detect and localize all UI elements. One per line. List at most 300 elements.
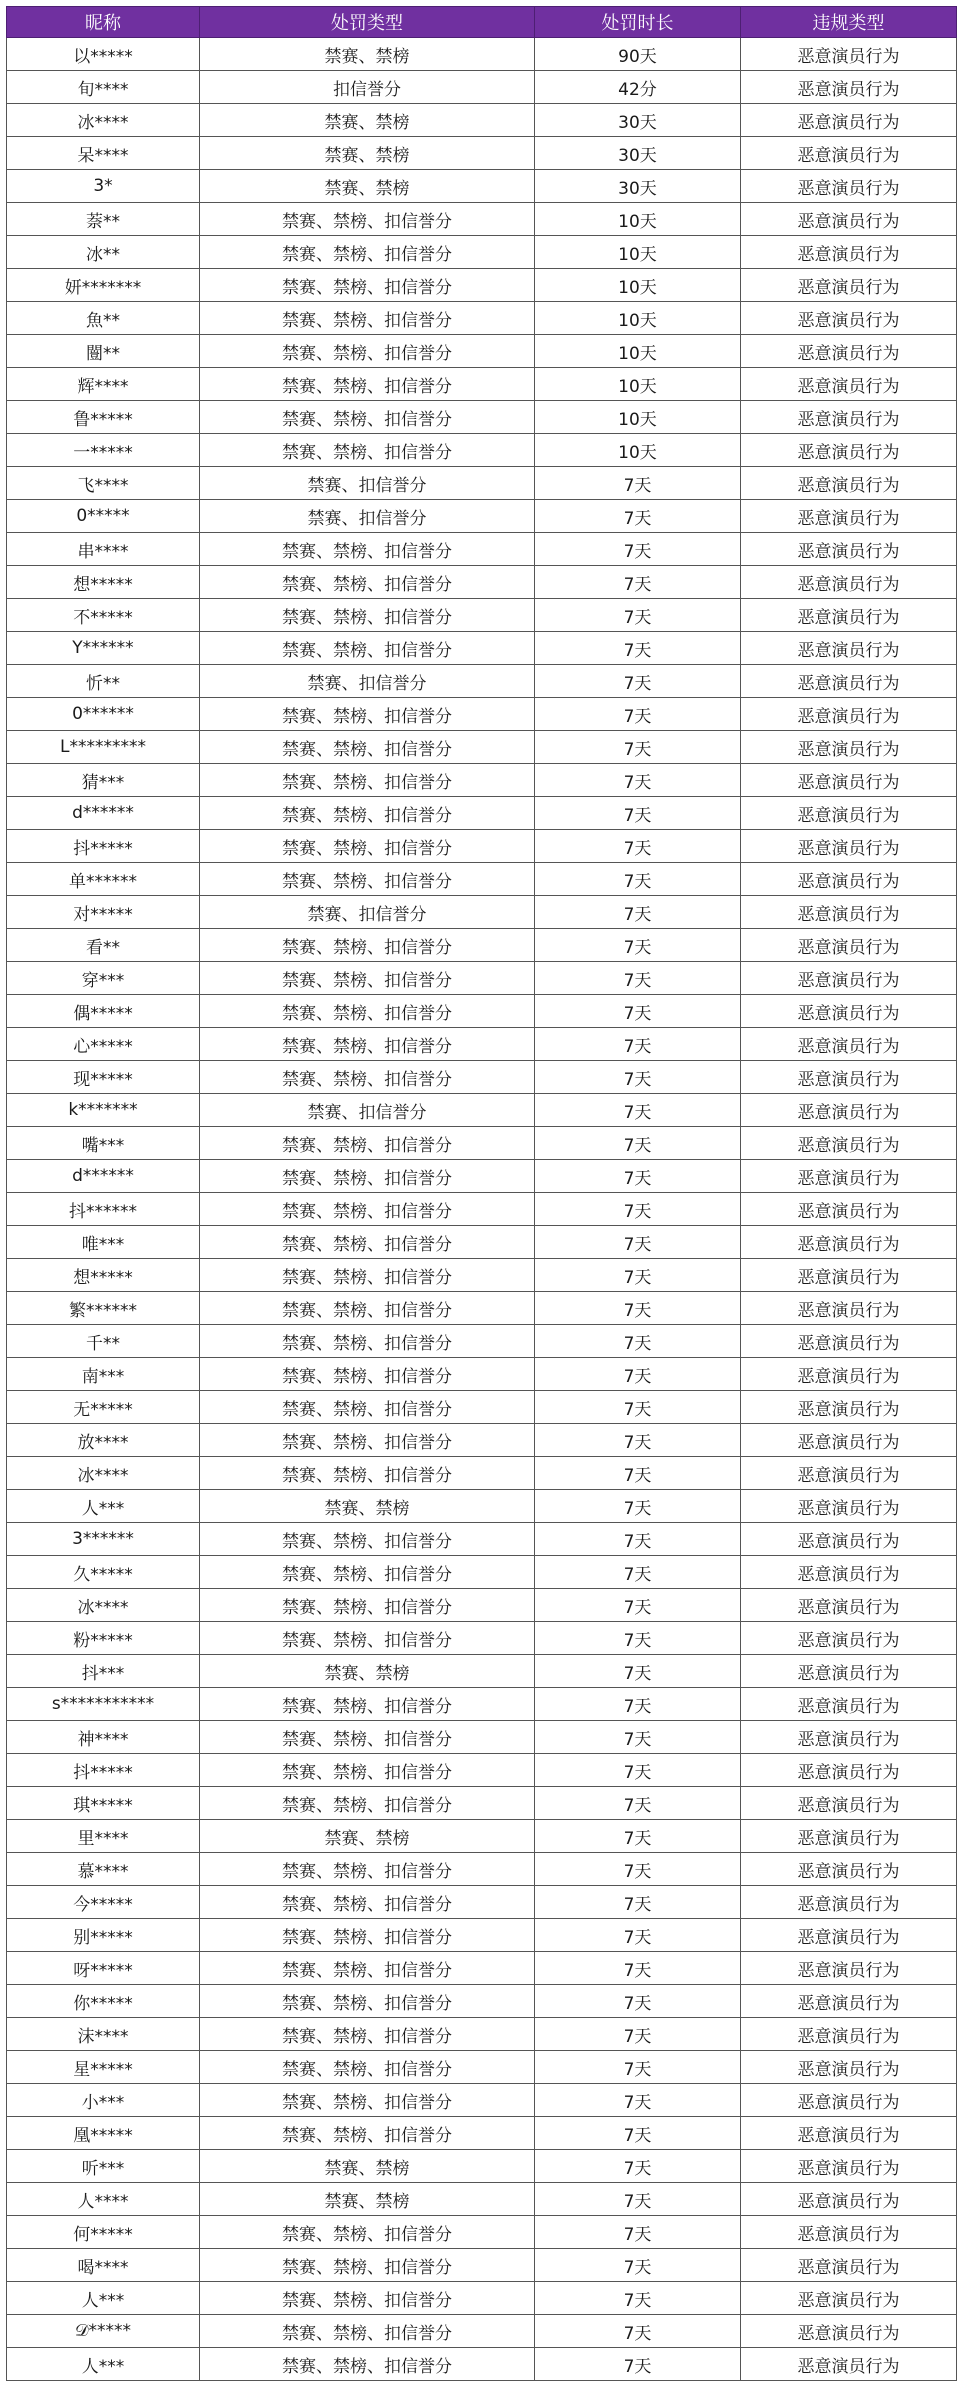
cell-penalty-type: 禁赛、扣信誉分 (200, 896, 535, 929)
cell-violation-type: 恶意演员行为 (741, 1952, 957, 1985)
cell-nickname: 你***** (7, 1985, 200, 2018)
cell-penalty-type: 禁赛、禁榜、扣信誉分 (200, 863, 535, 896)
cell-penalty-duration: 10天 (535, 203, 741, 236)
cell-violation-type: 恶意演员行为 (741, 467, 957, 500)
table-body (7, 38, 957, 2381)
cell-penalty-duration: 7天 (535, 731, 741, 764)
table-row (7, 1721, 957, 1754)
cell-penalty-type: 禁赛、禁榜、扣信誉分 (200, 1952, 535, 1985)
cell-violation-type: 恶意演员行为 (741, 236, 957, 269)
cell-nickname: 星***** (7, 2051, 200, 2084)
cell-penalty-duration: 10天 (535, 269, 741, 302)
cell-nickname: 冰**** (7, 104, 200, 137)
table-row (7, 1490, 957, 1523)
cell-penalty-type: 禁赛、扣信誉分 (200, 467, 535, 500)
cell-penalty-type: 禁赛、禁榜、扣信誉分 (200, 302, 535, 335)
cell-violation-type: 恶意演员行为 (741, 1160, 957, 1193)
cell-penalty-duration: 7天 (535, 2282, 741, 2315)
cell-violation-type: 恶意演员行为 (741, 2051, 957, 2084)
cell-violation-type: 恶意演员行为 (741, 335, 957, 368)
cell-nickname: 冰**** (7, 1589, 200, 1622)
cell-penalty-duration: 10天 (535, 368, 741, 401)
table-row (7, 2249, 957, 2282)
cell-penalty-type: 禁赛、禁榜、扣信誉分 (200, 335, 535, 368)
cell-nickname: L********* (7, 731, 200, 764)
cell-violation-type: 恶意演员行为 (741, 2183, 957, 2216)
table-row (7, 104, 957, 137)
cell-penalty-duration: 7天 (535, 1523, 741, 1556)
cell-penalty-duration: 7天 (535, 1622, 741, 1655)
cell-violation-type: 恶意演员行为 (741, 1721, 957, 1754)
cell-penalty-duration: 10天 (535, 302, 741, 335)
cell-violation-type: 恶意演员行为 (741, 1919, 957, 1952)
cell-penalty-type: 禁赛、禁榜、扣信誉分 (200, 1688, 535, 1721)
table-row (7, 1391, 957, 1424)
cell-nickname: 人**** (7, 2183, 200, 2216)
cell-penalty-type: 禁赛、禁榜、扣信誉分 (200, 797, 535, 830)
cell-penalty-duration: 7天 (535, 665, 741, 698)
cell-nickname: d****** (7, 797, 200, 830)
cell-nickname: 3****** (7, 1523, 200, 1556)
cell-nickname: 闓** (7, 335, 200, 368)
cell-violation-type: 恶意演员行为 (741, 434, 957, 467)
cell-penalty-type: 禁赛、禁榜、扣信誉分 (200, 1721, 535, 1754)
cell-violation-type: 恶意演员行为 (741, 2216, 957, 2249)
cell-nickname: 以***** (7, 38, 200, 71)
cell-penalty-type: 禁赛、禁榜、扣信誉分 (200, 2249, 535, 2282)
cell-penalty-type: 禁赛、禁榜、扣信誉分 (200, 1061, 535, 1094)
cell-penalty-type: 禁赛、禁榜、扣信誉分 (200, 1127, 535, 1160)
table-row (7, 500, 957, 533)
cell-violation-type: 恶意演员行为 (741, 995, 957, 1028)
cell-penalty-type: 禁赛、扣信誉分 (200, 665, 535, 698)
table-row (7, 830, 957, 863)
cell-nickname: 呆**** (7, 137, 200, 170)
cell-nickname: 人*** (7, 2348, 200, 2381)
cell-penalty-type: 禁赛、禁榜、扣信誉分 (200, 1754, 535, 1787)
cell-penalty-type: 禁赛、禁榜、扣信誉分 (200, 929, 535, 962)
table-row (7, 731, 957, 764)
cell-nickname: 辉**** (7, 368, 200, 401)
cell-nickname: 一***** (7, 434, 200, 467)
cell-violation-type: 恶意演员行为 (741, 269, 957, 302)
cell-penalty-type: 禁赛、禁榜、扣信誉分 (200, 1523, 535, 1556)
table-row (7, 467, 957, 500)
cell-violation-type: 恶意演员行为 (741, 302, 957, 335)
table-row (7, 1952, 957, 1985)
cell-penalty-type: 禁赛、禁榜、扣信誉分 (200, 698, 535, 731)
cell-nickname: 人*** (7, 2282, 200, 2315)
cell-penalty-type: 禁赛、禁榜 (200, 38, 535, 71)
cell-violation-type: 恶意演员行为 (741, 2018, 957, 2051)
cell-penalty-duration: 7天 (535, 1160, 741, 1193)
cell-violation-type: 恶意演员行为 (741, 731, 957, 764)
cell-nickname: 凰***** (7, 2117, 200, 2150)
cell-nickname: 神**** (7, 1721, 200, 1754)
table-row (7, 335, 957, 368)
cell-violation-type: 恶意演员行为 (741, 1589, 957, 1622)
table-row (7, 1886, 957, 1919)
cell-violation-type: 恶意演员行为 (741, 2315, 957, 2348)
table-row (7, 2183, 957, 2216)
cell-violation-type: 恶意演员行为 (741, 1292, 957, 1325)
cell-nickname: 0***** (7, 500, 200, 533)
cell-penalty-duration: 7天 (535, 1226, 741, 1259)
table-row (7, 698, 957, 731)
cell-nickname: s*********** (7, 1688, 200, 1721)
table-row (7, 401, 957, 434)
table-row (7, 1787, 957, 1820)
cell-nickname: 无***** (7, 1391, 200, 1424)
cell-violation-type: 恶意演员行为 (741, 1457, 957, 1490)
cell-penalty-type: 禁赛、禁榜、扣信誉分 (200, 731, 535, 764)
cell-penalty-duration: 10天 (535, 236, 741, 269)
table-row (7, 1589, 957, 1622)
cell-penalty-duration: 7天 (535, 1259, 741, 1292)
table-row (7, 995, 957, 1028)
cell-nickname: 飞**** (7, 467, 200, 500)
cell-penalty-duration: 7天 (535, 467, 741, 500)
cell-nickname: 抖***** (7, 1754, 200, 1787)
table-row (7, 2216, 957, 2249)
cell-penalty-type: 禁赛、禁榜 (200, 1490, 535, 1523)
cell-penalty-type: 禁赛、禁榜、扣信誉分 (200, 269, 535, 302)
cell-nickname: 对***** (7, 896, 200, 929)
table-row (7, 71, 957, 104)
cell-violation-type: 恶意演员行为 (741, 1061, 957, 1094)
cell-penalty-duration: 7天 (535, 995, 741, 1028)
cell-penalty-duration: 7天 (535, 1787, 741, 1820)
cell-nickname: k******* (7, 1094, 200, 1127)
cell-nickname: 久***** (7, 1556, 200, 1589)
table-row (7, 1457, 957, 1490)
table-row (7, 1193, 957, 1226)
cell-penalty-type: 禁赛、禁榜、扣信誉分 (200, 1226, 535, 1259)
cell-violation-type: 恶意演员行为 (741, 1325, 957, 1358)
cell-penalty-type: 禁赛、禁榜、扣信誉分 (200, 1622, 535, 1655)
table-row (7, 599, 957, 632)
cell-penalty-duration: 7天 (535, 1094, 741, 1127)
cell-penalty-type: 禁赛、禁榜 (200, 170, 535, 203)
cell-penalty-type: 禁赛、禁榜、扣信誉分 (200, 1787, 535, 1820)
table-row (7, 1985, 957, 2018)
cell-nickname: 琪***** (7, 1787, 200, 1820)
cell-penalty-duration: 10天 (535, 335, 741, 368)
cell-penalty-duration: 7天 (535, 1985, 741, 2018)
penalty-table (6, 6, 957, 2381)
cell-penalty-duration: 7天 (535, 1325, 741, 1358)
cell-nickname: 旬**** (7, 71, 200, 104)
cell-nickname: d****** (7, 1160, 200, 1193)
table-row (7, 533, 957, 566)
cell-penalty-type: 禁赛、禁榜、扣信誉分 (200, 962, 535, 995)
cell-violation-type: 恶意演员行为 (741, 1886, 957, 1919)
cell-penalty-duration: 90天 (535, 38, 741, 71)
table-row (7, 1028, 957, 1061)
cell-penalty-type: 禁赛、禁榜、扣信誉分 (200, 1919, 535, 1952)
cell-violation-type: 恶意演员行为 (741, 797, 957, 830)
cell-penalty-duration: 7天 (535, 797, 741, 830)
table-row (7, 863, 957, 896)
table-row (7, 1820, 957, 1853)
cell-nickname: 沫**** (7, 2018, 200, 2051)
cell-penalty-duration: 7天 (535, 830, 741, 863)
table-row (7, 2051, 957, 2084)
cell-nickname: 人*** (7, 1490, 200, 1523)
cell-violation-type: 恶意演员行为 (741, 896, 957, 929)
cell-penalty-type: 禁赛、禁榜、扣信誉分 (200, 2051, 535, 2084)
cell-violation-type: 恶意演员行为 (741, 1754, 957, 1787)
cell-penalty-type: 禁赛、禁榜 (200, 2183, 535, 2216)
cell-penalty-duration: 7天 (535, 1754, 741, 1787)
cell-penalty-type: 禁赛、禁榜、扣信誉分 (200, 1325, 535, 1358)
cell-violation-type: 恶意演员行为 (741, 1259, 957, 1292)
table-row (7, 1160, 957, 1193)
cell-penalty-duration: 7天 (535, 1721, 741, 1754)
cell-penalty-duration: 7天 (535, 1061, 741, 1094)
cell-penalty-type: 禁赛、禁榜、扣信誉分 (200, 1358, 535, 1391)
cell-violation-type: 恶意演员行为 (741, 599, 957, 632)
cell-nickname: 𝒟***** (7, 2315, 200, 2348)
cell-violation-type: 恶意演员行为 (741, 1127, 957, 1160)
cell-nickname: 小*** (7, 2084, 200, 2117)
cell-penalty-duration: 7天 (535, 1556, 741, 1589)
table-row (7, 203, 957, 236)
cell-violation-type: 恶意演员行为 (741, 71, 957, 104)
table-row (7, 896, 957, 929)
cell-penalty-type: 禁赛、禁榜、扣信誉分 (200, 1589, 535, 1622)
table-row (7, 1424, 957, 1457)
cell-penalty-duration: 30天 (535, 104, 741, 137)
cell-nickname: 不***** (7, 599, 200, 632)
cell-nickname: 里**** (7, 1820, 200, 1853)
cell-penalty-duration: 7天 (535, 1028, 741, 1061)
cell-penalty-type: 禁赛、禁榜、扣信誉分 (200, 368, 535, 401)
cell-penalty-type: 禁赛、禁榜、扣信誉分 (200, 1391, 535, 1424)
cell-penalty-duration: 7天 (535, 1193, 741, 1226)
cell-violation-type: 恶意演员行为 (741, 1424, 957, 1457)
cell-violation-type: 恶意演员行为 (741, 104, 957, 137)
cell-violation-type: 恶意演员行为 (741, 1193, 957, 1226)
cell-nickname: 繁****** (7, 1292, 200, 1325)
cell-violation-type: 恶意演员行为 (741, 203, 957, 236)
cell-nickname: 看** (7, 929, 200, 962)
cell-penalty-duration: 10天 (535, 401, 741, 434)
table-row (7, 1094, 957, 1127)
cell-nickname: 冰** (7, 236, 200, 269)
cell-nickname: 呀***** (7, 1952, 200, 1985)
table-row (7, 368, 957, 401)
cell-violation-type: 恶意演员行为 (741, 665, 957, 698)
cell-violation-type: 恶意演员行为 (741, 533, 957, 566)
cell-penalty-duration: 7天 (535, 1391, 741, 1424)
cell-violation-type: 恶意演员行为 (741, 401, 957, 434)
cell-penalty-duration: 7天 (535, 2051, 741, 2084)
table-row (7, 797, 957, 830)
cell-nickname: 抖****** (7, 1193, 200, 1226)
cell-violation-type: 恶意演员行为 (741, 1820, 957, 1853)
cell-penalty-duration: 7天 (535, 2084, 741, 2117)
cell-penalty-duration: 7天 (535, 2117, 741, 2150)
cell-nickname: 喝**** (7, 2249, 200, 2282)
cell-violation-type: 恶意演员行为 (741, 1391, 957, 1424)
table-row (7, 1622, 957, 1655)
cell-penalty-type: 禁赛、禁榜 (200, 1655, 535, 1688)
cell-penalty-type: 禁赛、禁榜 (200, 104, 535, 137)
cell-violation-type: 恶意演员行为 (741, 929, 957, 962)
cell-violation-type: 恶意演员行为 (741, 962, 957, 995)
cell-penalty-duration: 7天 (535, 1589, 741, 1622)
table-row (7, 38, 957, 71)
table-row (7, 1259, 957, 1292)
cell-nickname: 0****** (7, 698, 200, 731)
cell-penalty-type: 禁赛、禁榜、扣信誉分 (200, 764, 535, 797)
cell-violation-type: 恶意演员行为 (741, 863, 957, 896)
table-row (7, 2315, 957, 2348)
cell-violation-type: 恶意演员行为 (741, 1688, 957, 1721)
table-row (7, 1919, 957, 1952)
table-row (7, 1358, 957, 1391)
cell-penalty-type: 禁赛、禁榜、扣信誉分 (200, 434, 535, 467)
cell-violation-type: 恶意演员行为 (741, 1490, 957, 1523)
cell-violation-type: 恶意演员行为 (741, 1028, 957, 1061)
cell-penalty-duration: 7天 (535, 2216, 741, 2249)
cell-penalty-duration: 7天 (535, 1853, 741, 1886)
cell-penalty-type: 禁赛、禁榜、扣信誉分 (200, 2282, 535, 2315)
header-row (7, 7, 957, 38)
table-row (7, 1226, 957, 1259)
cell-nickname: 3* (7, 170, 200, 203)
cell-penalty-type: 禁赛、禁榜、扣信誉分 (200, 2216, 535, 2249)
cell-penalty-duration: 7天 (535, 1688, 741, 1721)
cell-nickname: 鲁***** (7, 401, 200, 434)
cell-penalty-type: 禁赛、禁榜、扣信誉分 (200, 830, 535, 863)
penalty-table-container (6, 6, 957, 2381)
cell-violation-type: 恶意演员行为 (741, 137, 957, 170)
cell-nickname: 抖***** (7, 830, 200, 863)
cell-violation-type: 恶意演员行为 (741, 2117, 957, 2150)
cell-nickname: 想***** (7, 566, 200, 599)
table-row (7, 962, 957, 995)
table-row (7, 2348, 957, 2381)
table-row (7, 1325, 957, 1358)
cell-nickname: 唯*** (7, 1226, 200, 1259)
cell-penalty-type: 禁赛、禁榜、扣信誉分 (200, 1853, 535, 1886)
table-row (7, 170, 957, 203)
cell-penalty-type: 禁赛、禁榜、扣信誉分 (200, 1424, 535, 1457)
cell-penalty-duration: 30天 (535, 137, 741, 170)
cell-penalty-type: 禁赛、扣信誉分 (200, 500, 535, 533)
cell-penalty-type: 禁赛、禁榜、扣信誉分 (200, 632, 535, 665)
cell-penalty-duration: 7天 (535, 2249, 741, 2282)
cell-penalty-duration: 42分 (535, 71, 741, 104)
cell-penalty-type: 禁赛、禁榜 (200, 137, 535, 170)
table-row (7, 929, 957, 962)
cell-nickname: 何***** (7, 2216, 200, 2249)
cell-violation-type: 恶意演员行为 (741, 170, 957, 203)
header-violation-type: 违规类型 (741, 7, 957, 38)
cell-nickname: 粉***** (7, 1622, 200, 1655)
cell-penalty-type: 禁赛、禁榜、扣信誉分 (200, 995, 535, 1028)
cell-violation-type: 恶意演员行为 (741, 1622, 957, 1655)
cell-nickname: 心***** (7, 1028, 200, 1061)
cell-penalty-type: 禁赛、禁榜、扣信誉分 (200, 566, 535, 599)
table-row (7, 2282, 957, 2315)
cell-violation-type: 恶意演员行为 (741, 368, 957, 401)
cell-penalty-type: 禁赛、禁榜、扣信誉分 (200, 2348, 535, 2381)
cell-nickname: 南*** (7, 1358, 200, 1391)
cell-penalty-type: 禁赛、禁榜、扣信誉分 (200, 236, 535, 269)
header-penalty-type: 处罚类型 (200, 7, 535, 38)
cell-penalty-type: 禁赛、禁榜、扣信誉分 (200, 2315, 535, 2348)
table-row (7, 764, 957, 797)
cell-penalty-type: 禁赛、禁榜、扣信誉分 (200, 1028, 535, 1061)
cell-penalty-duration: 7天 (535, 1457, 741, 1490)
cell-nickname: 想***** (7, 1259, 200, 1292)
table-row (7, 665, 957, 698)
cell-penalty-duration: 7天 (535, 1952, 741, 1985)
cell-nickname: 嘴*** (7, 1127, 200, 1160)
cell-violation-type: 恶意演员行为 (741, 2249, 957, 2282)
cell-violation-type: 恶意演员行为 (741, 500, 957, 533)
cell-penalty-type: 禁赛、禁榜、扣信誉分 (200, 1193, 535, 1226)
cell-nickname: 妍******* (7, 269, 200, 302)
cell-penalty-duration: 7天 (535, 896, 741, 929)
cell-penalty-type: 扣信誉分 (200, 71, 535, 104)
cell-nickname: 忻** (7, 665, 200, 698)
cell-penalty-type: 禁赛、禁榜、扣信誉分 (200, 1457, 535, 1490)
cell-penalty-type: 禁赛、禁榜、扣信誉分 (200, 533, 535, 566)
cell-penalty-duration: 7天 (535, 533, 741, 566)
cell-nickname: 魚** (7, 302, 200, 335)
cell-penalty-duration: 7天 (535, 764, 741, 797)
cell-penalty-type: 禁赛、禁榜 (200, 2150, 535, 2183)
table-row (7, 2018, 957, 2051)
cell-nickname: 单****** (7, 863, 200, 896)
cell-violation-type: 恶意演员行为 (741, 2150, 957, 2183)
cell-penalty-duration: 7天 (535, 599, 741, 632)
cell-penalty-type: 禁赛、禁榜、扣信誉分 (200, 1985, 535, 2018)
cell-penalty-duration: 7天 (535, 1919, 741, 1952)
cell-penalty-duration: 7天 (535, 1358, 741, 1391)
cell-violation-type: 恶意演员行为 (741, 1853, 957, 1886)
cell-penalty-duration: 7天 (535, 2348, 741, 2381)
table-row (7, 302, 957, 335)
cell-violation-type: 恶意演员行为 (741, 1226, 957, 1259)
cell-nickname: 串**** (7, 533, 200, 566)
header-nickname: 昵称 (7, 7, 200, 38)
cell-nickname: 穿*** (7, 962, 200, 995)
table-row (7, 1127, 957, 1160)
table-row (7, 2084, 957, 2117)
cell-violation-type: 恶意演员行为 (741, 764, 957, 797)
table-row (7, 566, 957, 599)
cell-violation-type: 恶意演员行为 (741, 566, 957, 599)
table-row (7, 269, 957, 302)
cell-penalty-type: 禁赛、禁榜、扣信誉分 (200, 203, 535, 236)
cell-violation-type: 恶意演员行为 (741, 2348, 957, 2381)
table-row (7, 137, 957, 170)
cell-violation-type: 恶意演员行为 (741, 38, 957, 71)
cell-nickname: 抖*** (7, 1655, 200, 1688)
cell-penalty-duration: 7天 (535, 962, 741, 995)
cell-penalty-duration: 7天 (535, 1820, 741, 1853)
table-row (7, 1556, 957, 1589)
cell-violation-type: 恶意演员行为 (741, 2282, 957, 2315)
cell-penalty-duration: 7天 (535, 1127, 741, 1160)
cell-nickname: 猜*** (7, 764, 200, 797)
cell-violation-type: 恶意演员行为 (741, 1358, 957, 1391)
